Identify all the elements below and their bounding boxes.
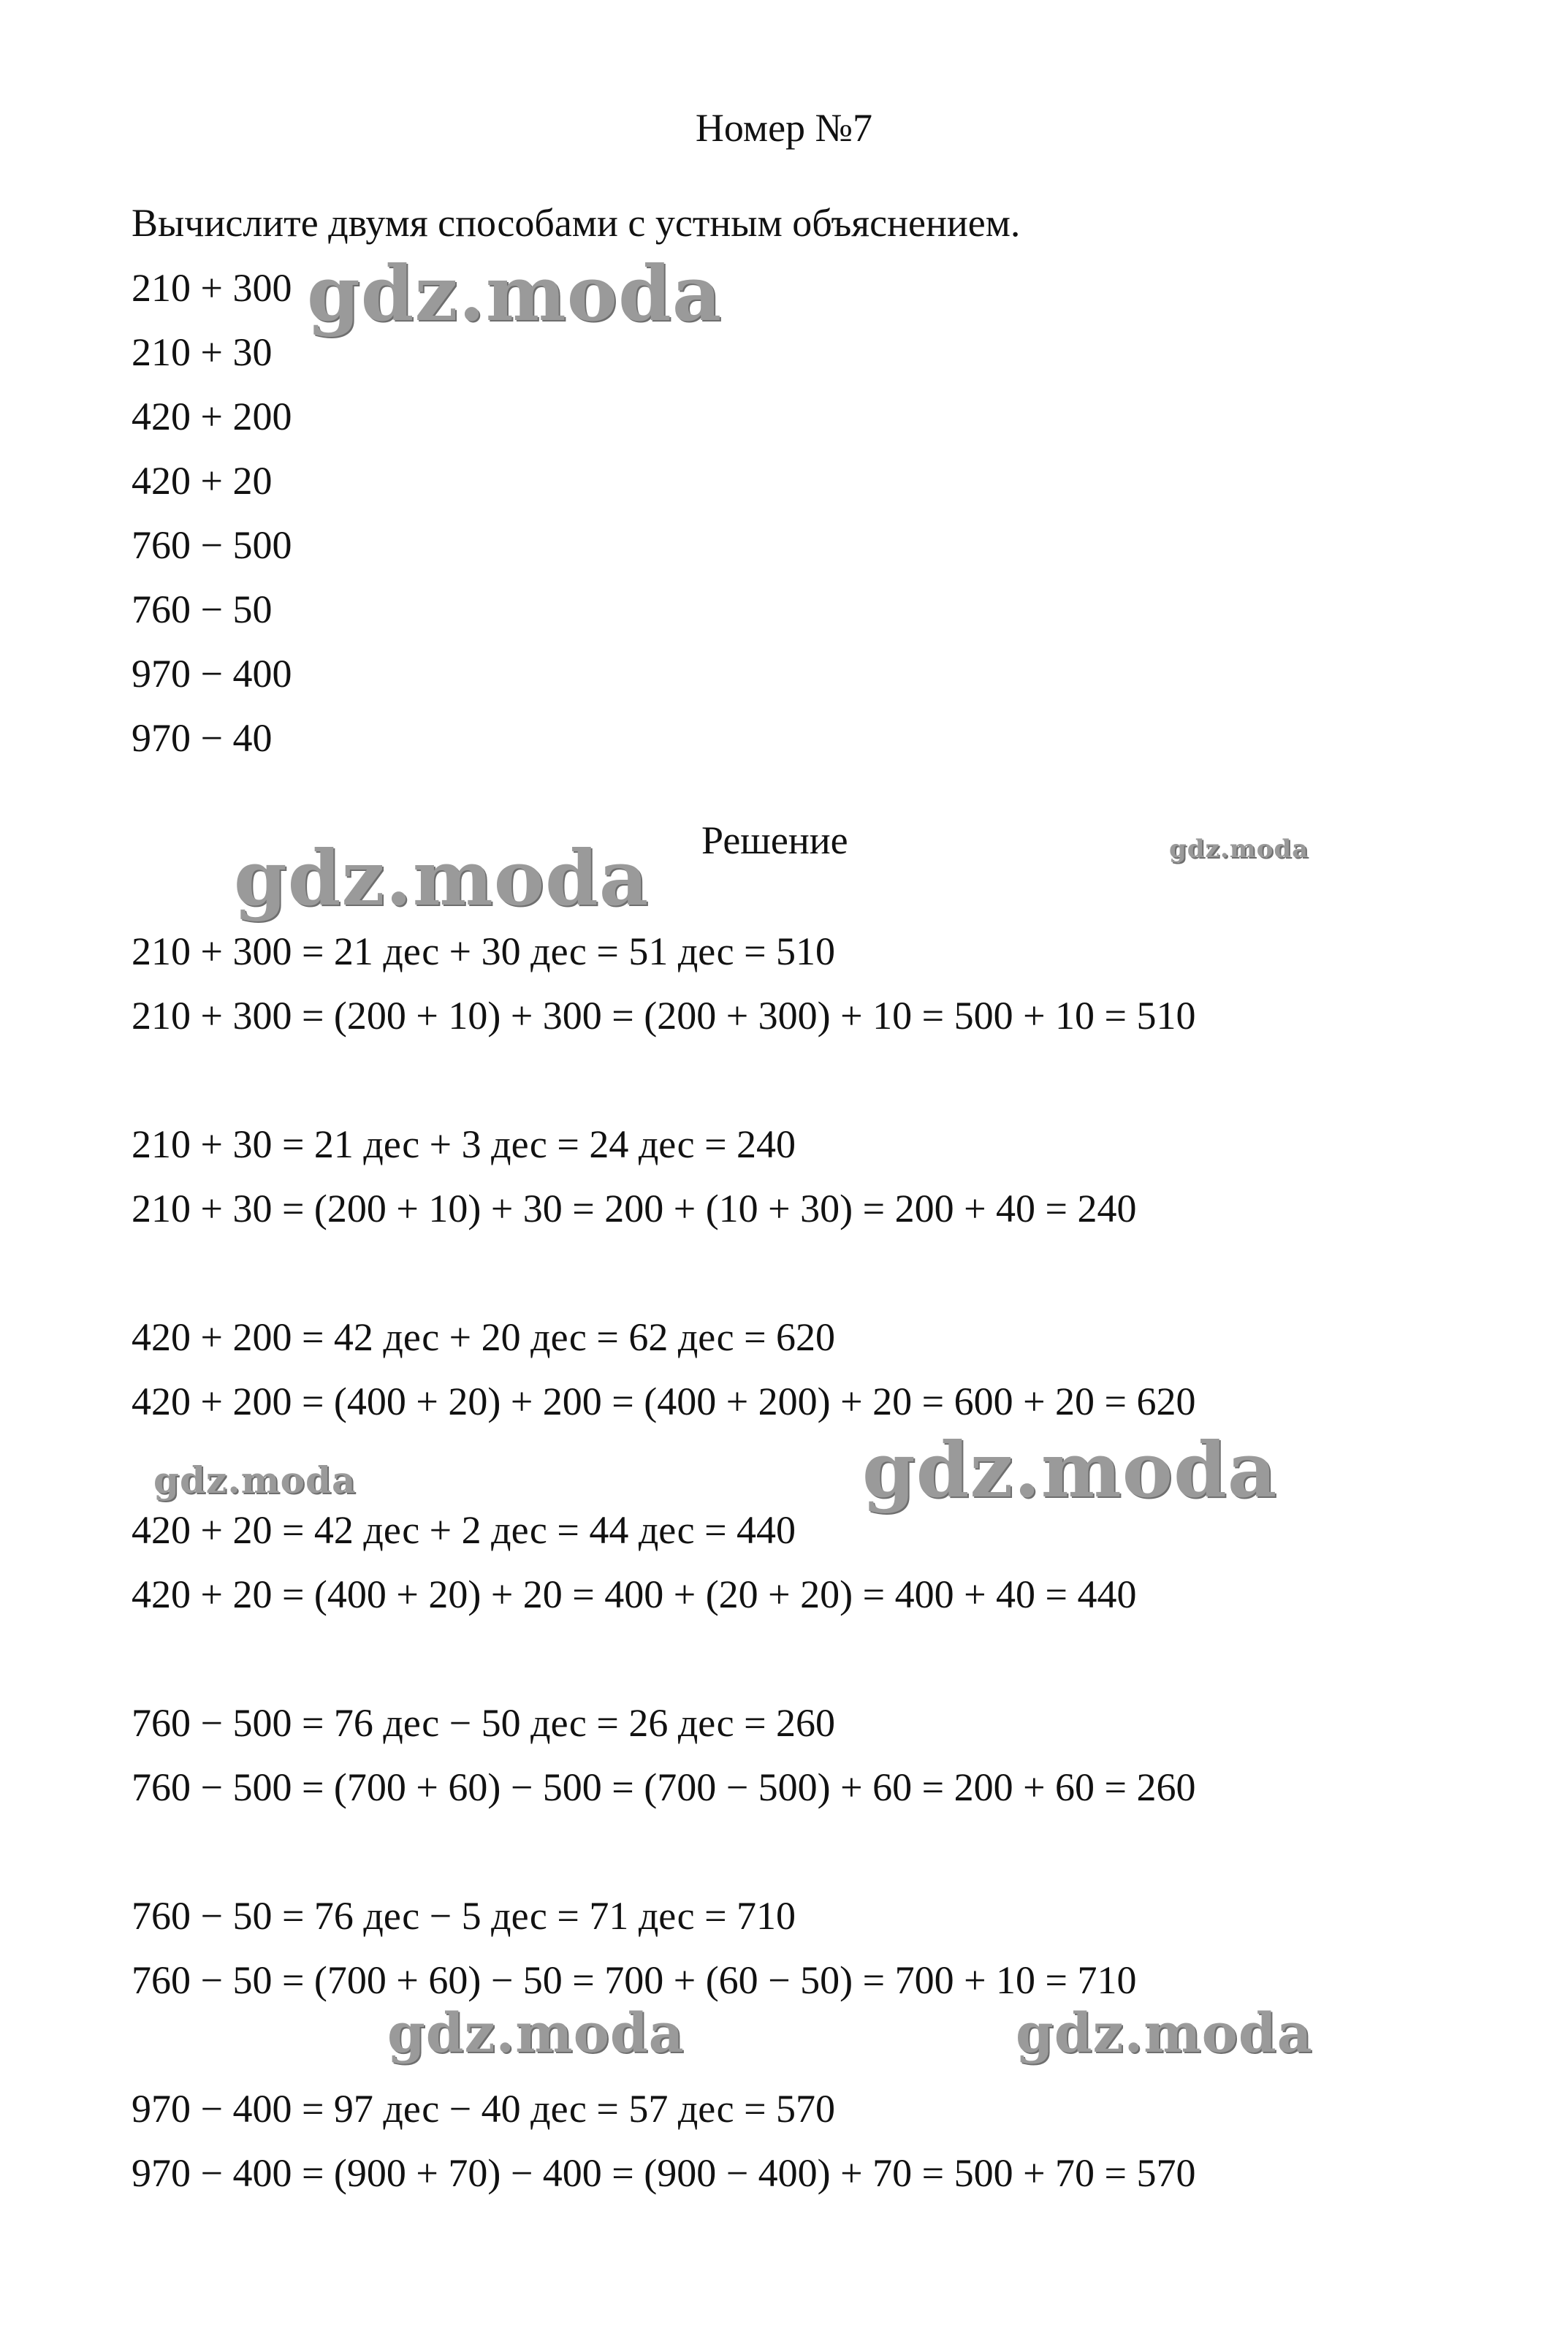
solution-group <box>132 2077 1195 2205</box>
watermark: gdz.moda <box>153 1458 357 1502</box>
watermark: gdz.moda <box>307 248 723 338</box>
expression-item: 760 − 500 <box>132 523 292 567</box>
solution-group <box>132 1498 1195 1627</box>
expression-item: 970 − 40 <box>132 716 273 760</box>
solution-line-expanded: 420 + 20 = (400 + 20) + 20 = 400 + (20 + 20) = 400 + 40 = 440 <box>132 1572 1137 1616</box>
watermark: gdz.moda <box>1169 834 1309 864</box>
expression-item: 420 + 200 <box>132 395 292 438</box>
solution-list <box>132 919 1195 2270</box>
solution-line-expanded: 420 + 200 = (400 + 20) + 200 = (400 + 200) + 20 = 600 + 20 = 620 <box>132 1380 1196 1423</box>
solution-group <box>132 1305 1195 1434</box>
solution-line-tens: 420 + 200 = 42 дес + 20 дес = 62 дес = 620 <box>132 1315 836 1359</box>
solution-line-tens: 210 + 300 = 21 дес + 30 дес = 51 дес = 510 <box>132 929 836 973</box>
expression-item: 210 + 300 <box>132 266 292 310</box>
expression-item: 970 − 400 <box>132 652 292 696</box>
solution-line-tens: 420 + 20 = 42 дес + 2 дес = 44 дес = 440 <box>132 1508 796 1552</box>
solution-group <box>132 919 1195 1048</box>
solution-group <box>132 1112 1195 1241</box>
solution-line-expanded: 210 + 300 = (200 + 10) + 300 = (200 + 300) + 10 = 500 + 10 = 510 <box>132 994 1196 1038</box>
expression-item: 760 − 50 <box>132 587 273 631</box>
solution-line-expanded: 970 − 400 = (900 + 70) − 400 = (900 − 400) + 70 = 500 + 70 = 570 <box>132 2151 1196 2195</box>
solution-line-tens: 760 − 500 = 76 дес − 50 дес = 26 дес = 260 <box>132 1701 836 1745</box>
page-title: Номер №7 <box>695 106 873 150</box>
expression-item: 210 + 30 <box>132 330 273 374</box>
solution-line-tens: 970 − 400 = 97 дес − 40 дес = 57 дес = 570 <box>132 2087 836 2131</box>
watermark: gdz.moda <box>234 833 650 923</box>
solution-heading: Решение <box>701 818 848 862</box>
solution-line-expanded: 760 − 50 = (700 + 60) − 50 = 700 + (60 − 50) = 700 + 10 = 710 <box>132 1958 1137 2002</box>
task-statement: Вычислите двумя способами с устным объяснением. <box>132 201 1021 245</box>
solution-group <box>132 1884 1195 2012</box>
solution-line-tens: 210 + 30 = 21 дес + 3 дес = 24 дес = 240 <box>132 1122 796 1166</box>
watermark: gdz.moda <box>387 2002 685 2065</box>
solution-line-expanded: 210 + 30 = (200 + 10) + 30 = 200 + (10 + 30) = 200 + 40 = 240 <box>132 1187 1137 1230</box>
watermark: gdz.moda <box>862 1425 1278 1515</box>
expression-item: 420 + 20 <box>132 459 273 503</box>
expression-list <box>132 256 292 770</box>
solution-group <box>132 1691 1195 1819</box>
watermark: gdz.moda <box>1016 2002 1313 2065</box>
solution-line-tens: 760 − 50 = 76 дес − 5 дес = 71 дес = 710 <box>132 1894 796 1938</box>
solution-line-expanded: 760 − 500 = (700 + 60) − 500 = (700 − 500) + 60 = 200 + 60 = 260 <box>132 1765 1196 1809</box>
